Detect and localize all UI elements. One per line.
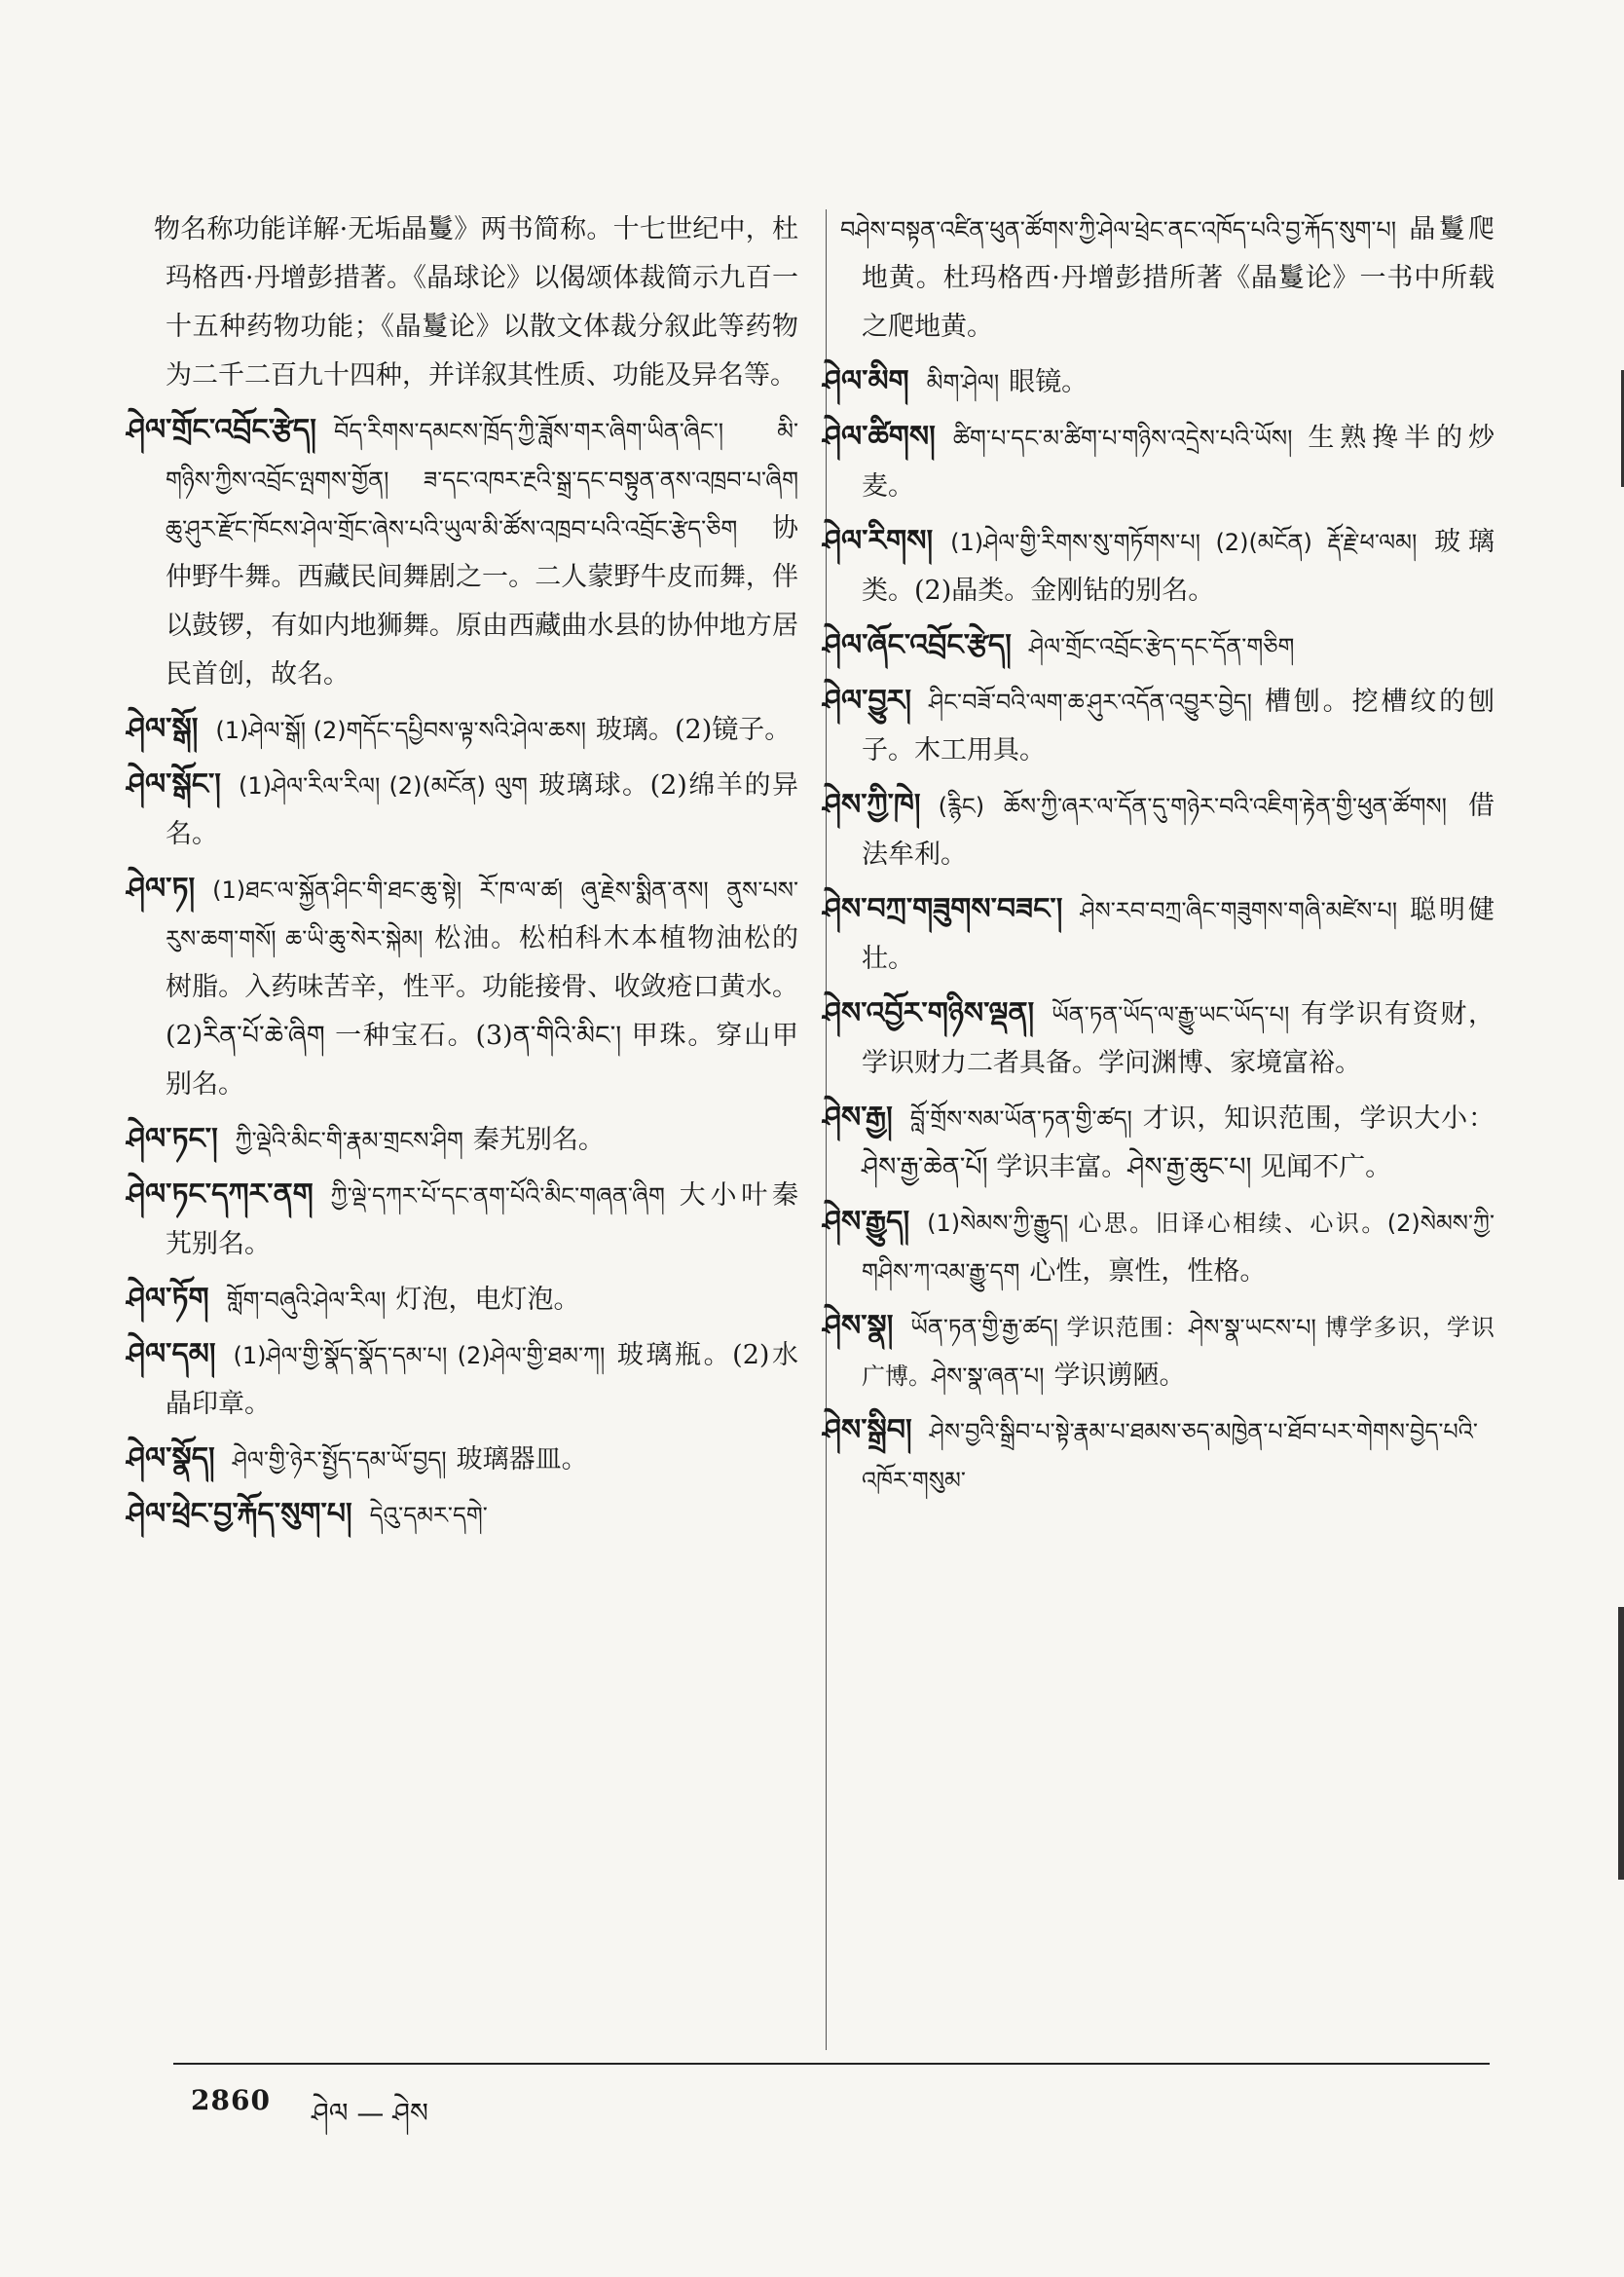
entry-headword: ཤེལ་ཏང་། xyxy=(127,1122,218,1156)
entry-headword: ཤེལ་རིགས། xyxy=(823,524,934,558)
dictionary-entry xyxy=(127,1330,798,1429)
entry-headword: ཤེལ་དམ། xyxy=(127,1337,216,1371)
entry-chinese-definition: 玻璃球。(2)绵羊的异名。 xyxy=(166,770,798,849)
entry-chinese-definition: 眼镜。 xyxy=(1009,367,1089,397)
entry-tibetan-definition: ཤིང་བཟོ་བའི་ལག་ཆ་ཤུར་འདོན་འབྱུར་བྱེད། xyxy=(929,689,1252,716)
dictionary-entry xyxy=(127,1171,798,1269)
entry-chinese-definition: 秦艽别名。 xyxy=(472,1125,605,1155)
dictionary-entry xyxy=(154,205,798,400)
entry-tibetan-definition: (1)སེམས་ཀྱི་རྒྱུད། 心思。旧译心相续、心识。(2)སེམས་ཀྱི་གཤིས་ཀ་འམ་རྒྱུ་དག xyxy=(862,1210,1495,1286)
entry-tibetan-definition: བློ་གྲོས་སམ་ཡོན་ཏན་གྱི་ཚད། xyxy=(909,1105,1132,1133)
entry-chinese-definition: 松油。松柏科木本植物油松的树脂。入药味苦辛，性平。功能接骨、收敛疮口黄水。(2)རིན་པོ་ཆེ་ཞིག 一种宝石。(3)ན་གིའི་མིང་། 甲珠。穿山甲别名。 xyxy=(166,923,798,1100)
entry-tibetan-definition: ཡོན་ཏན་ཡོད་ལ་རྒྱུ་ཡང་ཡོད་པ། xyxy=(1052,1001,1290,1028)
footer-rule xyxy=(173,2063,1490,2065)
entry-tibetan-definition: ཤེལ་གྲོང་འབྲོང་རྩེད་དང་དོན་གཅིག xyxy=(1028,633,1295,660)
entry-chinese-definition: 学识谫陋。 xyxy=(1053,1361,1186,1391)
entry-headword: ཤེལ་ཏང་དཀར་ནག xyxy=(127,1177,314,1212)
entry-headword: ཤེས་སྒྲིབ། xyxy=(823,1413,912,1447)
dictionary-entry xyxy=(823,1406,1495,1505)
entry-headword: ཤེས་རྒྱ། xyxy=(823,1101,893,1135)
entry-chinese-definition: 生熟搀半的炒麦。 xyxy=(862,423,1495,502)
entry-chinese-definition: 玻璃器皿。 xyxy=(456,1444,588,1474)
entry-tibetan-definition: (1)ཤེལ་གྱི་སྣོད་སྣོད་དམ་པ། (2)ཤེལ་གྱི་ཐམ་ཀ། xyxy=(233,1342,606,1369)
dictionary-entry xyxy=(127,865,798,1109)
entry-headword: ཤེལ་གྲོང་འབྲོང་རྩེད། xyxy=(127,413,316,447)
entry-headword: ཤེས་སྣ། xyxy=(823,1309,894,1343)
entry-tibetan-definition: ཚིག་པ་དང་མ་ཚིག་པ་གཉིས་འདྲེས་པའི་ཡོས། xyxy=(952,425,1293,452)
entry-chinese-definition: 心性，禀性，性格。 xyxy=(1029,1256,1267,1287)
dictionary-entry xyxy=(823,517,1495,616)
entry-chinese-definition: 槽刨。挖槽纹的刨子。木工用具。 xyxy=(862,687,1495,765)
dictionary-entry xyxy=(127,1275,798,1325)
dictionary-entry xyxy=(127,761,798,859)
entry-headword: ཤེལ་སྒོང་། xyxy=(127,767,221,802)
dictionary-entry xyxy=(823,677,1495,775)
entry-tibetan-definition: ཀྱི་ལྡེ་དཀར་པོ་དང་ནག་པོའི་མིང་གཞན་ཞིག xyxy=(330,1182,665,1210)
entry-tibetan-definition: གློག་བཞུའི་ཤེལ་རིལ། xyxy=(226,1287,387,1314)
entry-chinese-definition: 晶鬘爬地黄。杜玛格西·丹增彭措所著《晶鬘论》一书中所载之爬地黄。 xyxy=(862,214,1495,342)
entry-tibetan-definition: (1)ཤེལ་རིལ་རིལ། (2)(མངོན) ལུག xyxy=(238,772,528,800)
dictionary-entry xyxy=(823,781,1495,879)
left-column xyxy=(127,205,798,1546)
dictionary-entry xyxy=(823,1094,1495,1192)
entry-chinese-definition: 大小叶秦艽别名。 xyxy=(166,1180,798,1259)
entry-chinese-definition: 玻璃瓶。(2)水晶印章。 xyxy=(166,1340,798,1419)
entry-tibetan-definition: ཤེས་བྱའི་སྒྲིབ་པ་སྟེ་རྣམ་པ་ཐམས་ཅད་མཁྱེན་པ་ཐོབ་པར་གེགས་བྱེད་པའི་འཁོར་གསུམ་ xyxy=(862,1418,1478,1494)
entry-headword: ཤེས་ཀྱི་ཁེ། xyxy=(823,788,921,822)
entry-headword: ཤེལ་ཕྲེང་བྱ་རྐོད་སུག་པ། xyxy=(127,1497,352,1531)
entry-tibetan-definition: མིག་ཤེལ། xyxy=(926,369,1000,396)
entry-headword: ཤེལ་མིག xyxy=(823,364,909,398)
dictionary-entry xyxy=(127,1490,798,1540)
entry-tibetan-definition: (རྙིང) ཆོས་ཀྱི་ཞར་ལ་དོན་དུ་གཉེར་བའི་འཇིག་རྟེན་གྱི་ཕུན་ཚོགས། xyxy=(938,793,1447,820)
dictionary-entry xyxy=(823,621,1495,671)
entry-tibetan-definition: ཀྱི་ལྡེའི་མིང་གི་རྣམ་གྲངས་ཤིག xyxy=(235,1127,463,1154)
entry-headword: ཤེས་འབྱོར་གཉིས་ལྡན། xyxy=(823,996,1035,1030)
entry-chinese-definition: 玻璃类。(2)晶类。金刚钻的别名。 xyxy=(862,527,1495,606)
dictionary-entry xyxy=(823,1198,1495,1296)
entry-tibetan-definition: ཤེས་རབ་བཀྲ་ཞིང་གཟུགས་གཞི་མཛེས་པ། xyxy=(1080,897,1398,924)
dictionary-entry xyxy=(823,413,1495,511)
entry-tibetan-definition: བཤེས་བསྟན་འཛིན་ཕུན་ཚོགས་ཀྱི་ཤེལ་ཕྲེང་ནང་འཁོད་པའི་བྱ་རྐོད་སུག་པ། xyxy=(840,216,1397,243)
entry-tibetan-definition: (1)ཤེལ་གྱི་རིགས་སུ་གཏོགས་པ། (2)(མངོན) རྡོ་རྗེ་ཕ་ལམ། xyxy=(950,529,1418,556)
edge-mark xyxy=(1618,1607,1624,1880)
entry-tibetan-definition: ཤེལ་གྱི་ཉེར་སྤྱོད་དམ་ཡོ་བྱད། xyxy=(232,1446,447,1474)
dictionary-entry xyxy=(823,885,1495,984)
entry-chinese-definition: 有学识有资财，学识财力二者具备。学问渊博、家境富裕。 xyxy=(862,999,1495,1078)
dictionary-entry xyxy=(840,205,1495,352)
dictionary-entry xyxy=(127,406,798,699)
entry-tibetan-definition: ཡོན་ཏན་གྱི་རྒྱ་ཚད། 学识范围：ཤེས་སྣ་ཡངས་པ། 博学多识，学识广博。ཤེས་སྣ་ཞན་པ། xyxy=(862,1314,1495,1390)
dictionary-entry xyxy=(127,1435,798,1484)
dictionary-entry xyxy=(823,989,1495,1088)
entry-chinese-definition: 协仲野牛舞。西藏民间舞剧之一。二人蒙野牛皮而舞，伴以鼓锣，有如内地狮舞。原由西藏曲水县的协仲地方居民首创，故名。 xyxy=(166,513,798,690)
entry-headword: ཤེལ་སྣོད། xyxy=(127,1441,215,1475)
entry-chinese-definition: 玻璃。(2)镜子。 xyxy=(596,715,792,745)
dictionary-entry xyxy=(127,1115,798,1165)
entry-chinese-definition: 聪明健壮。 xyxy=(862,895,1495,974)
entry-headword: ཤེལ་ཏ། xyxy=(127,872,196,906)
entry-chinese-definition: 才识，知识范围，学识大小：ཤེས་རྒྱ་ཆེན་པོ། 学识丰富。ཤེས་རྒྱ་ཆུང་པ། 见闻不广。 xyxy=(862,1103,1495,1182)
right-column xyxy=(823,205,1495,1511)
entry-chinese-definition: 借法牟利。 xyxy=(862,791,1495,870)
entry-headword: ཤེལ་ཞོང་འབྲོང་རྩེད། xyxy=(823,628,1012,662)
dictionary-entry xyxy=(127,705,798,755)
entry-tibetan-definition: བོད་རིགས་དམངས་ཁྲོད་ཀྱི་ཟློས་གར་ཞིག་ཡིན་ཞིང་། མི་གཉིས་ཀྱིས་འབྲོང་ལྤགས་གྱོན། ཟ་དང་འཁར་རྔའི་སྒྲ་དང་བསྟུན་ནས་འཁྲབ་པ་ཞིག ཆུ་ཤུར་རྫོང་ཁོངས་ཤེལ་གྲོང་ཞེས་པའི་ཡུལ་མི་ཚོས་འཁྲབ་པའི་འབྲོང་རྩེད་ཅིག xyxy=(166,418,798,542)
page-number: 2860 xyxy=(191,2084,271,2116)
dictionary-entry xyxy=(823,357,1495,407)
entry-tibetan-definition: (1)ཤེལ་སྒོ། (2)གདོང་དཔྱིབས་ལྟ་སའི་ཤེལ་ཆས། xyxy=(215,717,586,744)
entry-headword: ཤེལ་ཚིགས། xyxy=(823,420,936,454)
entry-chinese-definition: 灯泡，电灯泡。 xyxy=(395,1285,580,1315)
entry-headword: ཤེལ་བྱུར། xyxy=(823,684,912,718)
entry-headword: ཤེལ་སྒོ། xyxy=(127,712,199,746)
entry-headword: ཤེལ་ཏོག xyxy=(127,1282,209,1316)
page-headword-range: ཤེལ — ཤེས xyxy=(312,2097,428,2129)
entry-tibetan-definition: དེའུ་དམར་དགེ་ xyxy=(369,1502,488,1529)
entry-tibetan-definition: (1)ཐང་ལ་སྐྱོན་ཤིང་གི་ཐང་ཆུ་སྟེ། རོ་ཁ་ལ་ཚ། ཞུ་རྗེས་སྨིན་ནས། ནུས་པས་རུས་ཆག་གསོ། ཆ་ཡི་ཆུ་སེར་སྐེམ། xyxy=(166,877,798,952)
entry-headword: ཤེས་བཀྲ་གཟུགས་བཟང་། xyxy=(823,892,1063,926)
dictionary-entry xyxy=(823,1302,1495,1400)
entry-headword: ཤེས་རྒྱུད། xyxy=(823,1205,910,1239)
entry-chinese-definition: 物名称功能详解·无垢晶鬘》两书简称。十七世纪中，杜玛格西·丹增彭措著。《晶球论》以偈颂体裁简示九百一十五种药物功能；《晶鬘论》以散文体裁分叙此等药物为二千二百九十四种，并详叙其性质、功能及异名等。 xyxy=(154,214,798,391)
